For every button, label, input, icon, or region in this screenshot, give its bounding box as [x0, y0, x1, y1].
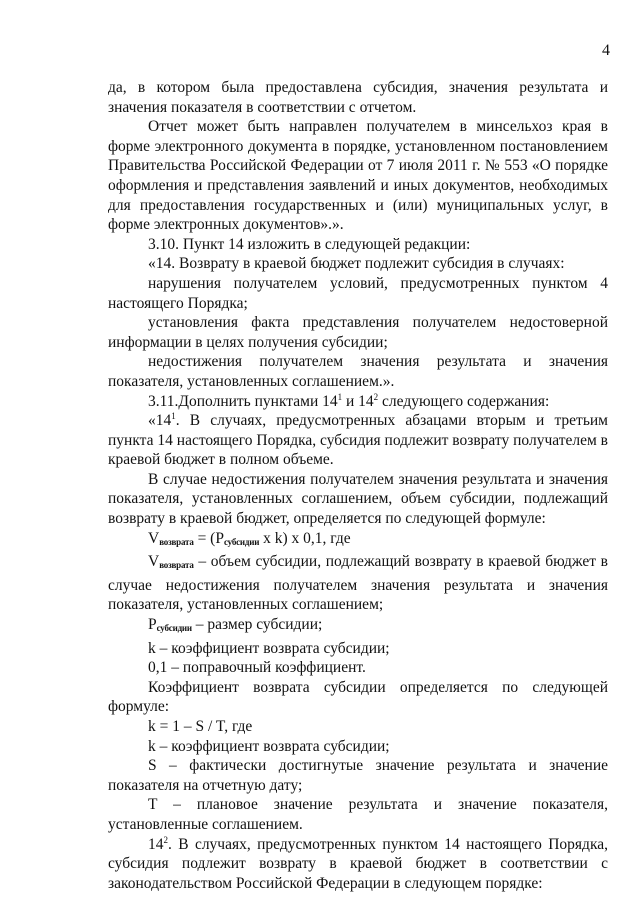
formula-v-return: $V_{возврата} = (P_{субсидии}$ x k) x 0,1, где — [148, 529, 351, 547]
paragraph-14-quote: «14. Возврату в краевой бюджет подлежит субсидия в случаях: — [148, 255, 565, 273]
paragraph-false-info: установления факта представления получателем недостоверной информации в целях получения субсидии; — [108, 314, 608, 351]
paragraph-violation: нарушения получателем условий, предусмотренных пунктом 4 настоящего Порядка; — [108, 274, 608, 312]
definition-s: S – фактически достигнутые значение результата и значение показателя на отчетную дату; — [108, 757, 608, 794]
definition-p-subsidy: $P_{субсидии}$ – размер субсидии; — [148, 616, 323, 634]
paragraph-3-10: 3.10. Пункт 14 изложить в следующей редакции: — [148, 235, 471, 253]
paragraph-14-1: «$14^1$. В случаях, предусмотренных абзацами вторым и третьим пункта 14 настоящего Порядка, субсидия подлежит возврату получателем в краевой бюджет в полном объеме. — [108, 410, 608, 469]
definition-t: T – плановое значение результата и значение показателя, установленные соглашением. — [108, 796, 608, 833]
paragraph-14-2: $14^2$. В случаях, предусмотренных пунктом 14 настоящего Порядка, субсидия подлежит возврату в краевой бюджет в соответствии с законодательством Российской Федерации в следующем порядке: — [108, 834, 608, 892]
paragraph-coefficient-intro: Коэффициент возврата субсидии определяется по следующей формуле: — [108, 678, 608, 716]
paragraph-not-achieved: недостижения получателем значения результата и значения показателя, установленных соглашением.». — [108, 353, 608, 390]
paragraph-3-11: 3.11.Дополнить пунктами $14^1$ и $14^2$ следующего содержания: — [148, 391, 550, 410]
definition-k: k – коэффициент возврата субсидии; — [148, 639, 390, 657]
page-number: 4 — [602, 42, 610, 59]
document-body — [108, 78, 608, 893]
definition-correction: 0,1 – поправочный коэффициент. — [148, 659, 366, 677]
paragraph-volume-formula-intro: В случае недостижения получателем значения результата и значения показателя, установленных соглашением, объем субсидии, подлежащий возврату в краевой бюджет, определяется по следующей формуле: — [108, 470, 608, 528]
definition-k-second: k – коэффициент возврата субсидии; — [148, 737, 390, 755]
definition-v-return: $V_{возврата}$ – объем субсидии, подлежащий возврату в краевой бюджет в случае недостижения получателем значения результата и значения показателя, установленных соглашением; — [108, 553, 608, 614]
formula-k: k = 1 – S / T, где — [148, 718, 253, 735]
paragraph-electronic-report: Отчет может быть направлен получателем в минсельхоз края в форме электронного документа в порядке, установленном постановлением Правительства Российской Федерации от 7 июля 2011 г. № 553 «О порядке оформления и представления заявлений и иных документов, необходимых для предоставления государственных и (или) муниципальных услуг, в форме электронных документов».». — [108, 118, 608, 234]
paragraph-report-result: да, в котором была предоставлена субсидия, значения результата и значения показателя в соответствии с отчетом. — [108, 79, 608, 116]
